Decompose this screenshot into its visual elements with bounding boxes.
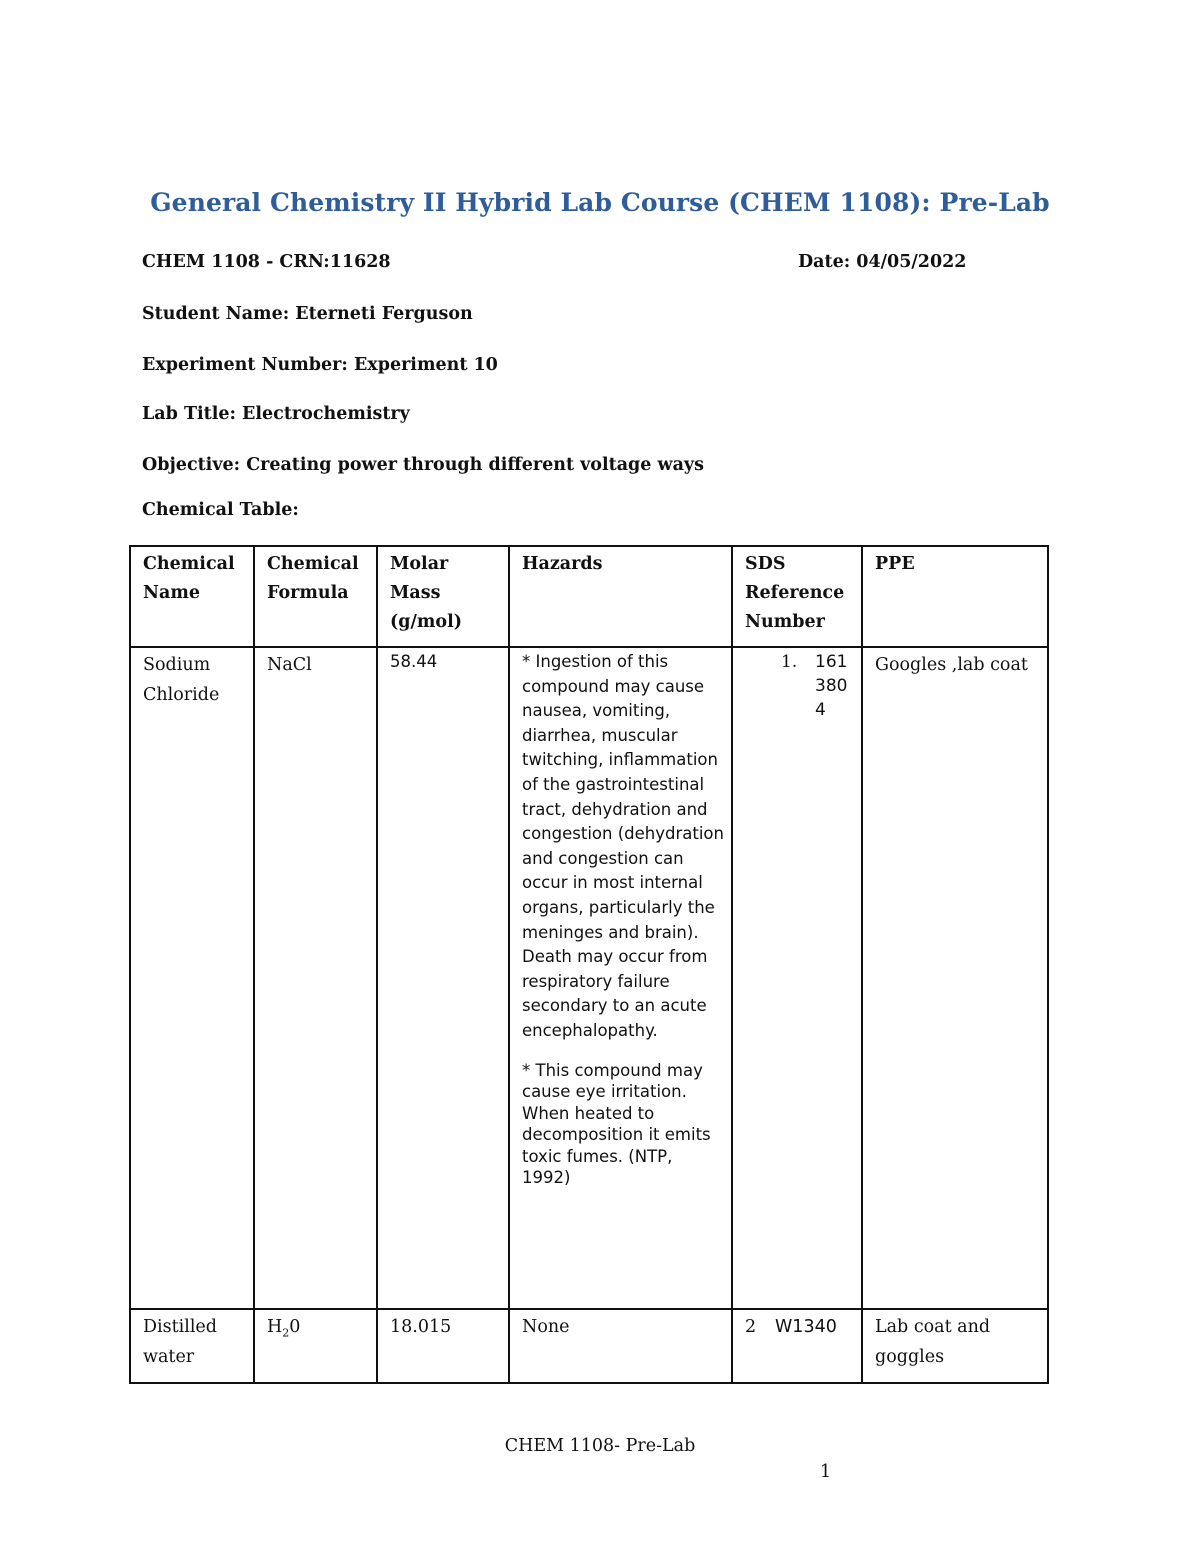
lab-title: Lab Title: Electrochemistry xyxy=(142,404,410,424)
student-name: Student Name: Eterneti Ferguson xyxy=(142,304,473,324)
cell-molar-mass: 58.44 xyxy=(377,647,509,1309)
lab-date: Date: 04/05/2022 xyxy=(798,252,967,272)
cell-molar-mass: 18.015 xyxy=(377,1309,509,1383)
cell-chemical-formula: $H_20$ xyxy=(254,1309,377,1383)
sds-value: W1340 xyxy=(775,1317,837,1337)
table-row xyxy=(130,647,1048,1309)
lab-objective: Objective: Creating power through different voltage ways xyxy=(142,455,704,475)
cell-ppe: Googles ,lab coat xyxy=(862,647,1048,1309)
hazard-paragraph: * This compound may cause eye irritation. When heated to decomposition it emits toxic fumes. (NTP, 1992) xyxy=(522,1060,711,1187)
sds-index: 2 xyxy=(745,1317,757,1337)
cell-hazards xyxy=(509,647,732,1309)
header-molar-mass: Molar Mass (g/mol) xyxy=(377,546,509,647)
cell-ppe: Lab coat and goggles xyxy=(862,1309,1048,1383)
cell-hazards: None xyxy=(509,1309,732,1383)
cell-chemical-formula: NaCl xyxy=(254,647,377,1309)
chemical-table xyxy=(129,545,1049,1384)
header-ppe: PPE xyxy=(862,546,1048,647)
hazard-paragraph: * Ingestion of this compound may cause nausea, vomiting, diarrhea, muscular twitching, inflammation of the gastrointestinal tract, dehydration and congestion (dehydration and congestion can occur in most internal organs, particularly the meninges and brain). Death may occur from respiratory failure secondary to an acute encephalopathy. xyxy=(522,652,724,1040)
cell-chemical-name: Distilled water xyxy=(130,1309,254,1383)
sds-index: 1. xyxy=(781,652,798,672)
page-footer: CHEM 1108- Pre-Lab xyxy=(504,1436,696,1456)
header-hazards: Hazards xyxy=(509,546,732,647)
table-row xyxy=(130,1309,1048,1383)
table-header-row xyxy=(130,546,1048,647)
experiment-number: Experiment Number: Experiment 10 xyxy=(142,355,498,375)
cell-chemical-name: Sodium Chloride xyxy=(130,647,254,1309)
sds-value: 1613804 xyxy=(815,652,848,720)
page-number: 1 xyxy=(820,1462,832,1482)
page-title: General Chemistry II Hybrid Lab Course (CHEM 1108): Pre-Lab xyxy=(150,188,1050,217)
course-crn: CHEM 1108 - CRN:11628 xyxy=(142,252,391,272)
cell-sds-number xyxy=(732,1309,862,1383)
cell-sds-number xyxy=(732,647,862,1309)
header-sds-reference: SDS Reference Number xyxy=(732,546,862,647)
header-chemical-name: Chemical Name xyxy=(130,546,254,647)
header-chemical-formula: Chemical Formula xyxy=(254,546,377,647)
chemical-table-label: Chemical Table: xyxy=(142,500,299,520)
